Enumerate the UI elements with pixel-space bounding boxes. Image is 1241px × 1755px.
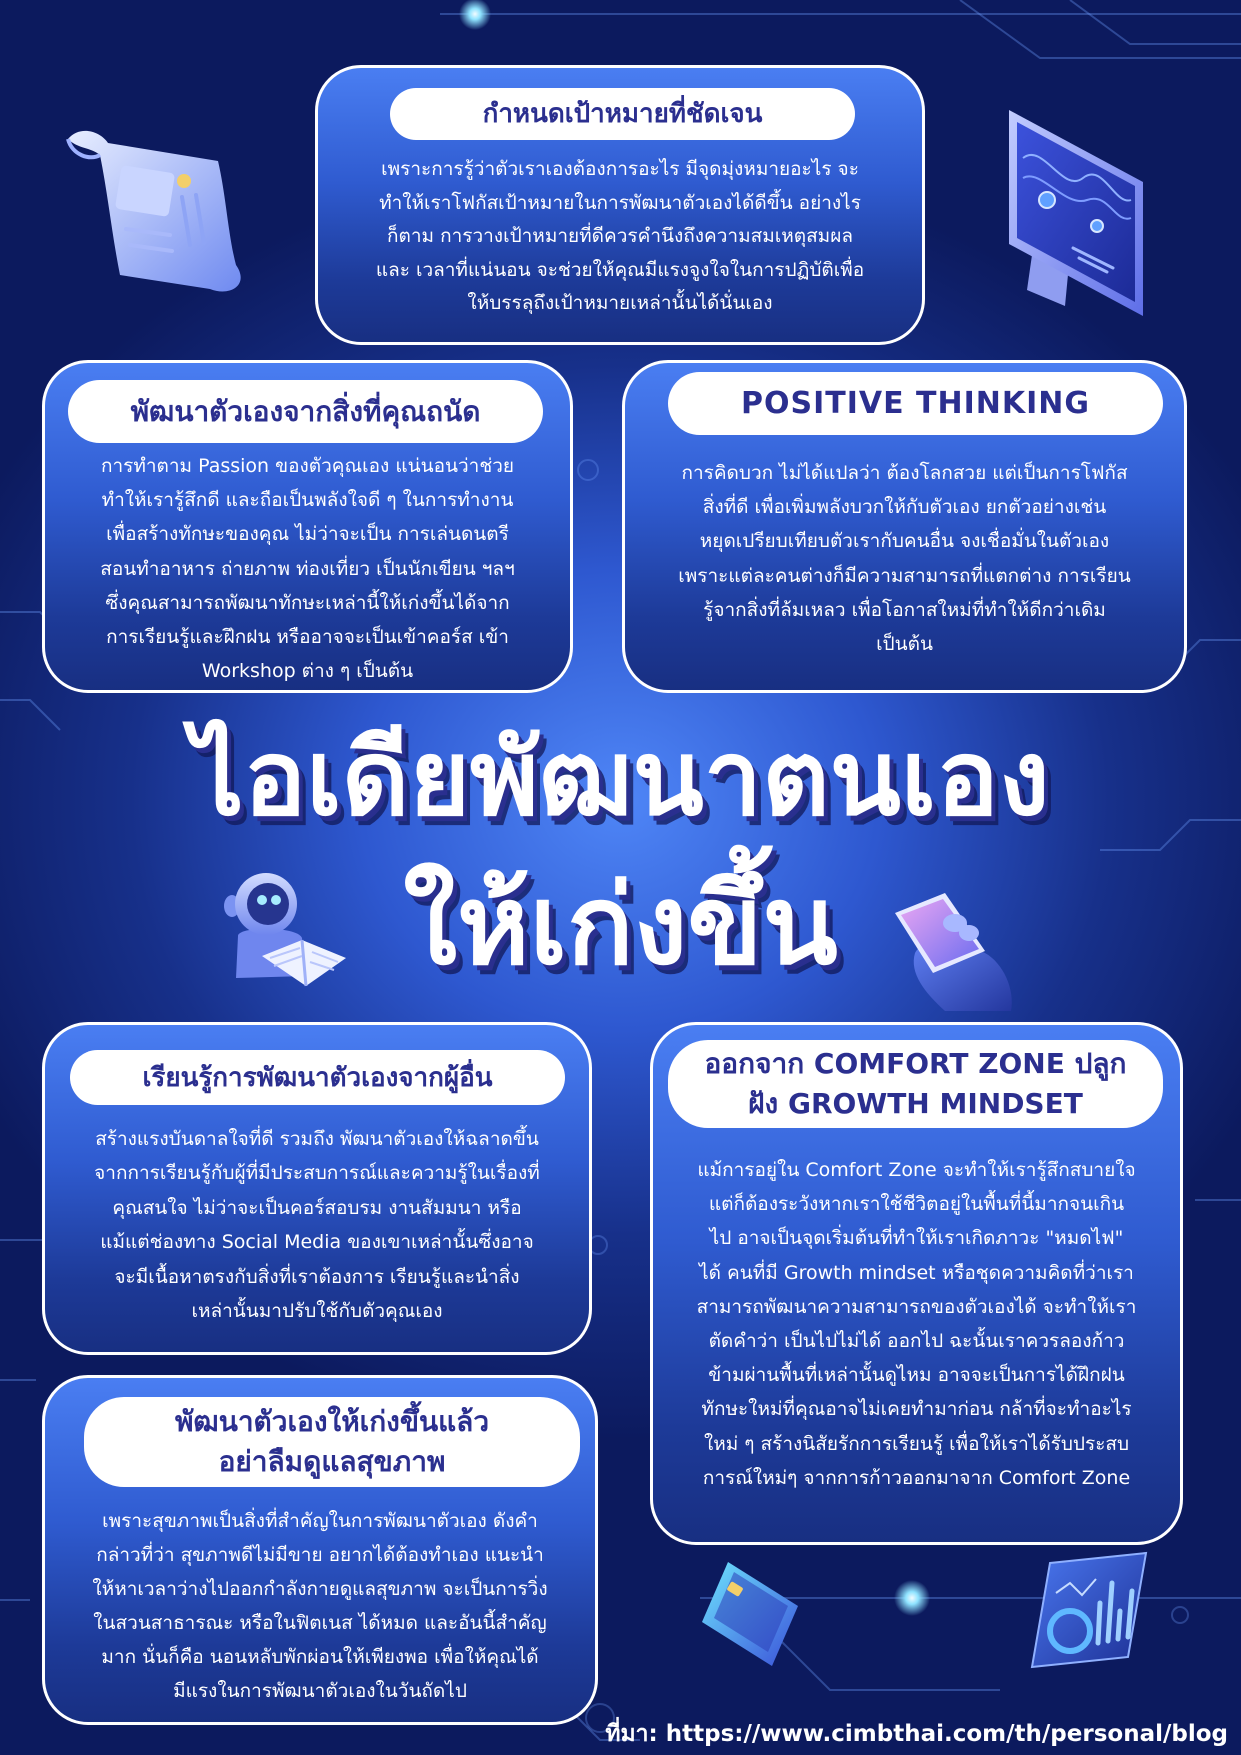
card-title: เรียนรู้การพัฒนาตัวเองจากผู้อื่น <box>70 1050 565 1105</box>
card-title: พัฒนาตัวเองให้เก่งขึ้นแล้ว อย่าลืมดูแลสุขภาพ <box>84 1397 580 1487</box>
card-title: พัฒนาตัวเองจากสิ่งที่คุณถนัด <box>68 380 543 443</box>
card-positive-thinking <box>622 360 1187 693</box>
source-credit: ที่มา: https://www.cimbthai.com/th/personal/blog <box>605 1721 1228 1747</box>
card-clear-goal <box>315 65 925 345</box>
card-comfort-zone-growth-mindset <box>650 1022 1183 1545</box>
card-icon <box>698 1560 803 1668</box>
scroll-icon <box>60 125 260 300</box>
card-title: กำหนดเป้าหมายที่ชัดเจน <box>390 88 855 140</box>
chart-screen-icon <box>1030 1553 1148 1668</box>
card-body: เพราะสุขภาพเป็นสิ่งที่สำคัญในการพัฒนาตัวเอง ดังคำ กล่าวที่ว่า สุขภาพดีไม่มีขาย อยากได้ต้องทำเอง แนะนำ ให้หาเวลาว่างไปออกกำลังกายดูแลสุขภาพ จะเป็นการวิ่ง ในสวนสาธารณะ หรือในฟิตเนส ได้หมด และอันนี้สำคัญ มาก นั่นก็คือ นอนหลับพักผ่อนให้เพียงพอ เพื่อให้คุณได้ มีแรงในการพัฒนาตัวเองในวันถัดไป <box>92 1510 548 1702</box>
card-develop-from-strengths <box>42 360 573 693</box>
card-title: ออกจาก COMFORT ZONE ปลูก ฝัง GROWTH MINDSET <box>668 1040 1163 1128</box>
card-body: เพราะการรู้ว่าตัวเราเองต้องการอะไร มีจุดมุ่งหมายอะไร จะ ทำให้เราโฟกัสเป้าหมายในการพัฒนาตัวเองได้ดีขึ้น อย่างไร ก็ตาม การวางเป้าหมายที่ดีควรคำนึงถึงความสมเหตุสมผล และ เวลาที่แน่นอน จะช่วยให้คุณมีแรงจูงใจในการปฏิบัติเพื่อ ให้บรรลุถึงเป้าหมายเหล่านั้นได้นั่นเอง <box>375 158 865 314</box>
card-body: การทำตาม Passion ของตัวคุณเอง แน่นอนว่าช่วย ทำให้เรารู้สึกดี และถือเป็นพลังใจดี ๆ ในการทำงาน เพื่อสร้างทักษะของคุณ ไม่ว่าจะเป็น การเล่นดนตรี สอนทำอาหาร ถ่ายภาพ ท่องเที่ยว เป็นนักเขียน ฯลฯ ซึ่งคุณสามารถพัฒนาทักษะเหล่านี้ให้เก่งขึ้นได้จาก การเรียนรู้และฝึกฝน หรืออาจจะเป็นเข้าคอร์ส เข้า Workshop ต่าง ๆ เป็นต้น <box>100 455 515 683</box>
card-take-care-of-health <box>42 1375 598 1725</box>
card-title: POSITIVE THINKING <box>668 372 1163 435</box>
headline-line-1: ไอเดียพัฒนาตนเอง <box>191 717 1050 839</box>
card-body: สร้างแรงบันดาลใจที่ดี รวมถึง พัฒนาตัวเองให้ฉลาดขึ้น จากการเรียนรู้กับผู้ที่มีประสบการณ์และความรู้ในเรื่องที่ คุณสนใจ ไม่ว่าจะเป็นคอร์สอบรม งานสัมมนา หรือ แม้แต่ช่องทาง Social Media ของเขาเหล่านั้นซึ่งอาจ จะมีเนื้อหาตรงกับสิ่งที่เราต้องการ เรียนรู้และนำสิ่ง เหล่านั้นมาปรับใช้กับตัวคุณเอง <box>94 1128 540 1323</box>
card-learn-from-others <box>42 1022 592 1355</box>
card-body: การคิดบวก ไม่ได้แปลว่า ต้องโลกสวย แต่เป็นการโฟกัส สิ่งที่ดี เพื่อเพิ่มพลังบวกให้กับตัวเอง ยกตัวอย่างเช่น หยุดเปรียบเทียบตัวเรากับคนอื่น จงเชื่อมั่นในตัวเอง เพราะแต่ละคนต่างก็มีความสามารถที่แตกต่าง การเรียน รู้จากสิ่งที่ล้มเหลว เพื่อโอกาสใหม่ที่ทำให้ดีกว่าเดิม เป็นต้น <box>678 462 1131 656</box>
monitor-icon <box>1003 108 1148 318</box>
card-body: แม้การอยู่ใน Comfort Zone จะทำให้เรารู้สึกสบายใจ แต่ก็ต้องระวังหากเราใช้ชีวิตอยู่ในพื้นที่นี้มากจนเกิน ไป อาจเป็นจุดเริ่มต้นที่ทำให้เราเกิดภาวะ "หมดไฟ" ได้ คนที่มี Growth mindset หรือชุดความคิดที่ว่าเรา สามารถพัฒนาความสามารถของตัวเองได้ จะทำให้เรา ตัดคำว่า เป็นไปไม่ได้ ออกไป ฉะนั้นเราควรลองก้าว ข้ามผ่านพื้นที่เหล่านั้นดูไหม อาจจะเป็นการได้ฝึกฝน ทักษะใหม่ที่คุณอาจไม่เคยทำมาก่อน กล้าที่จะทำอะไร ใหม่ ๆ สร้างนิสัยรักการเรียนรู้ เพื่อให้เราได้รับประสบ การณ์ใหม่ๆ จากการก้าวออกมาจาก Comfort Zone <box>696 1159 1137 1489</box>
headline-line-2: ให้เก่งขึ้น <box>403 861 838 989</box>
